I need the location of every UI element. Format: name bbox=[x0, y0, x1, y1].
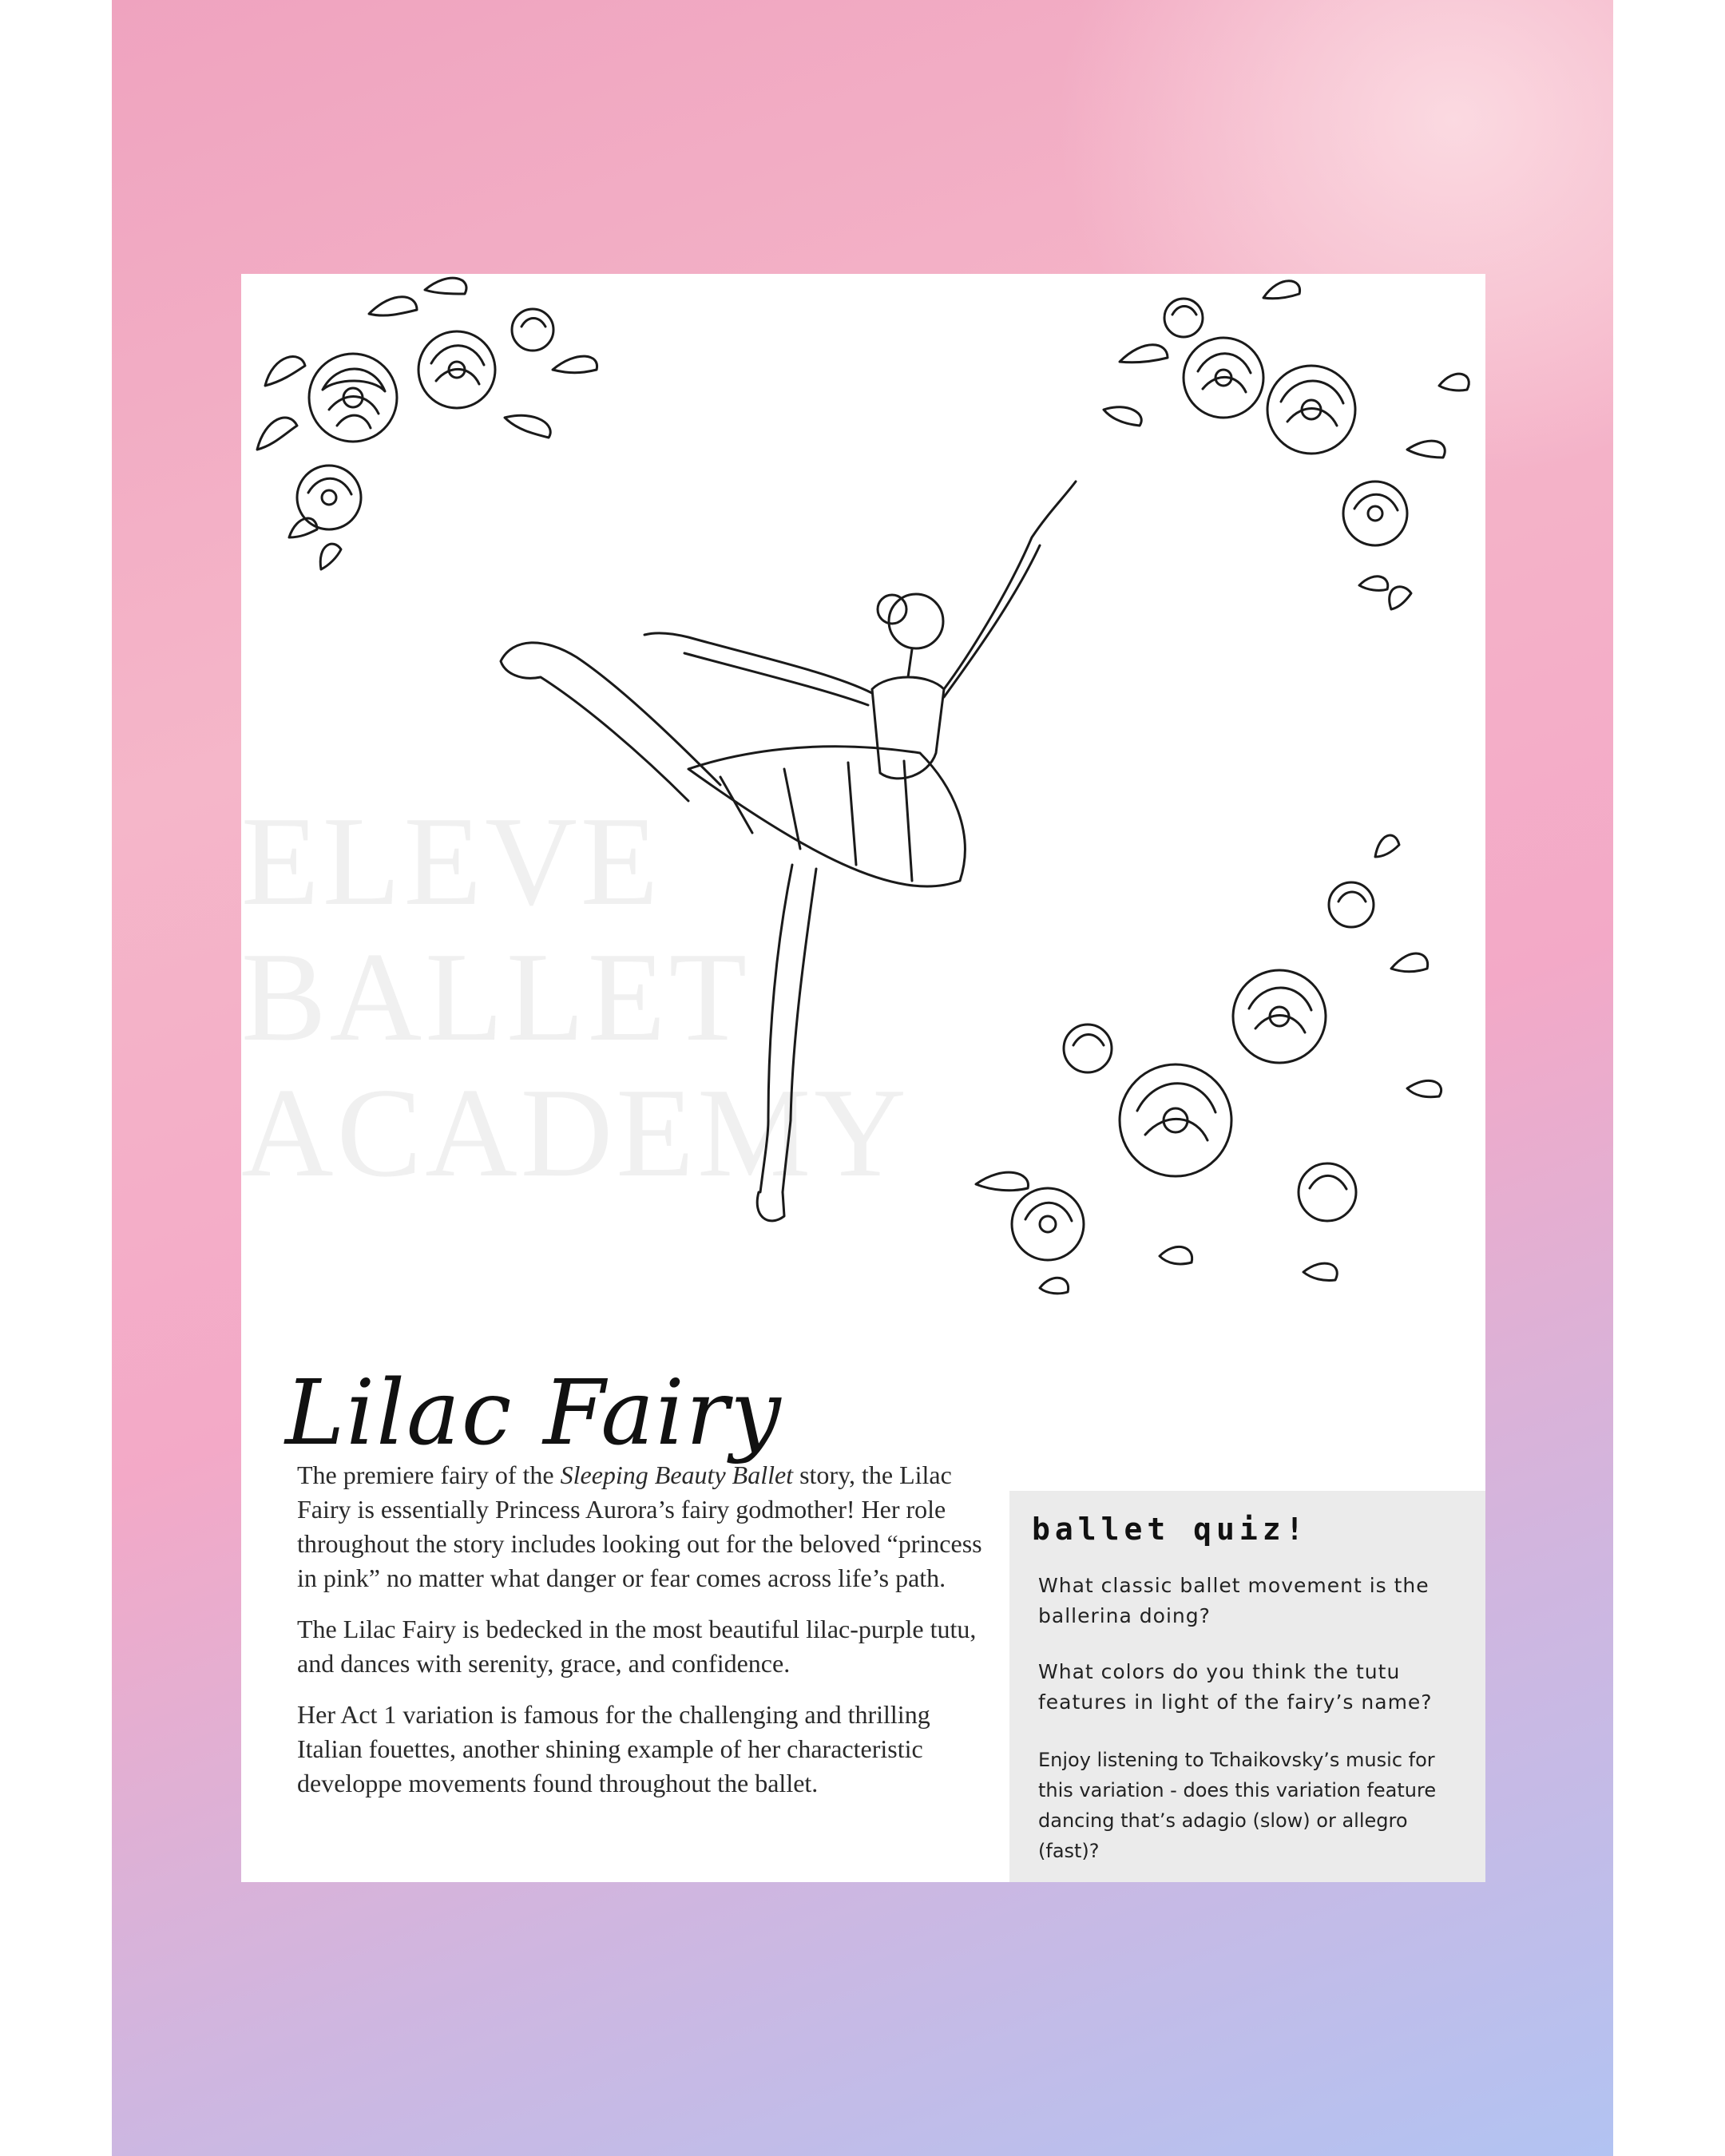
paragraph-1 bbox=[297, 1458, 984, 1595]
page-title: Lilac Fairy bbox=[285, 1361, 783, 1465]
paragraph-1-pre: The premiere fairy of the bbox=[297, 1460, 561, 1489]
quiz-question-2: What colors do you think the tutu features in light of the fairy’s name? bbox=[1038, 1660, 1433, 1714]
illustration-layer bbox=[241, 274, 1485, 1392]
watermark-line-1: ELEVE bbox=[241, 790, 662, 932]
paragraph-3: Her Act 1 variation is famous for the challenging and thrilling Italian fouettes, another shining example of her characteristic developpe movements found throughout the ballet. bbox=[297, 1700, 930, 1797]
flower-bouquet-bottom-right-icon bbox=[976, 835, 1441, 1294]
flower-bouquet-top-right-icon bbox=[1104, 281, 1469, 609]
coloring-page bbox=[241, 274, 1485, 1882]
watermark-line-2: BALLET bbox=[241, 925, 751, 1068]
ballet-quiz-box bbox=[1009, 1491, 1485, 1882]
paragraph-1-italic: Sleeping Beauty Ballet bbox=[560, 1460, 794, 1489]
quiz-question-3: Enjoy listening to Tchaikovsky’s music for this variation - does this variation feature dancing that’s adagio (slow) or allegro (fast)? bbox=[1038, 1749, 1437, 1862]
flower-bouquet-top-left-icon bbox=[257, 278, 597, 569]
watermark-line-3: ACADEMY bbox=[241, 1061, 910, 1203]
paragraph-1-post: story, the Lilac Fairy is essentially Princess Aurora’s fairy godmother! Her role throughout the story includes looking out for the beloved “princess in pink” no matter what danger or fear comes across life’s path. bbox=[297, 1460, 982, 1592]
quiz-title: ballet quiz! bbox=[1032, 1512, 1309, 1547]
paragraph-2: The Lilac Fairy is bedecked in the most beautiful lilac-purple tutu, and dances with serenity, grace, and confidence. bbox=[297, 1615, 977, 1678]
description bbox=[297, 1458, 984, 1817]
ballerina-illustration bbox=[501, 482, 1076, 1221]
quiz-question-1: What classic ballet movement is the ballerina doing? bbox=[1038, 1574, 1430, 1627]
